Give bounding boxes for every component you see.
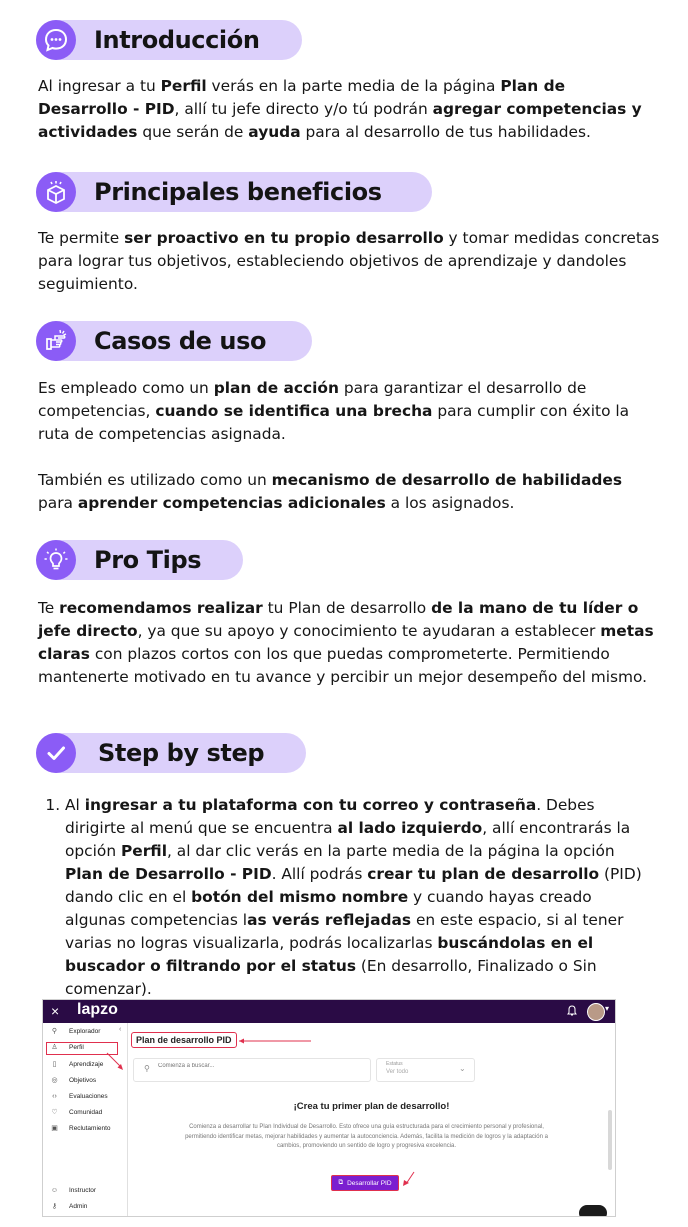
- close-icon[interactable]: ×: [51, 1003, 60, 1019]
- sidebar-item-label: Aprendizaje: [69, 1060, 104, 1068]
- section-title: Pro Tips: [94, 546, 202, 574]
- section-header-steps: [36, 733, 306, 773]
- lightbulb-icon: [36, 540, 76, 580]
- sidebar-item-label: Reclutamiento: [69, 1124, 111, 1132]
- sidebar-item-reclutamiento[interactable]: [43, 1120, 127, 1136]
- heart-icon: ♡: [51, 1109, 58, 1116]
- sidebar-item-label: Objetivos: [69, 1076, 97, 1084]
- briefcase-icon: ▣: [51, 1125, 58, 1132]
- search-icon: ⚲: [51, 1028, 58, 1035]
- sidebar-item-label: Instructor: [69, 1186, 97, 1194]
- instructor-icon: ☺: [50, 1186, 59, 1194]
- sidebar-item-label: Explorador: [69, 1027, 101, 1035]
- sidebar-item-explorador[interactable]: [43, 1023, 127, 1039]
- sidebar-item-label: Admin: [69, 1202, 88, 1210]
- search-input[interactable]: [156, 1062, 360, 1070]
- steps-list: [38, 794, 655, 1001]
- sidebar-item-evaluaciones[interactable]: [43, 1088, 127, 1104]
- sidebar-item-comunidad[interactable]: [43, 1104, 127, 1120]
- section-header-intro: [36, 20, 302, 60]
- sidebar-item-aprendizaje[interactable]: [43, 1056, 127, 1072]
- section-header-benefits: [36, 172, 432, 212]
- sidebar-item-objetivos[interactable]: [43, 1072, 127, 1088]
- section-title: Principales beneficios: [94, 178, 382, 206]
- chevron-down-icon: ⌄: [459, 1064, 466, 1073]
- pointing-hand-icon: [36, 321, 76, 361]
- app-logo: lapzo: [77, 1001, 118, 1018]
- user-icon: ♙: [51, 1044, 58, 1051]
- page-title: Plan de desarrollo PID: [131, 1032, 237, 1048]
- empty-state-description: Comienza a desarrollar tu Plan Individual de Desarrollo. Esto ofrece una guía estructurada para el crecimiento personal y profesional, permitiendo identificar metas, mejorar habilidades y aumentar la autoconciencia. Además, facilita la medición de logros y la adaptación a cambios, promoviendo un sentido de logro y progresiva excelencia.: [185, 1124, 548, 1149]
- gift-box-icon: [36, 172, 76, 212]
- chat-bubble-icon: [36, 20, 76, 60]
- app-topbar: [43, 1000, 615, 1023]
- status-label: Estatus: [386, 1061, 403, 1067]
- section-title: Casos de uso: [94, 327, 267, 355]
- use-cases-text-2: También es utilizado como un mecanismo de desarrollo de habilidades para aprender competencias adicionales a los asignados.: [38, 471, 623, 512]
- status-value: Ver todo: [386, 1069, 409, 1075]
- app-sidebar: [43, 1023, 128, 1216]
- sidebar-item-label: Perfil: [69, 1043, 84, 1051]
- search-icon: ⚲: [144, 1064, 150, 1073]
- scrollbar[interactable]: [608, 1110, 612, 1170]
- avatar[interactable]: [587, 1003, 605, 1021]
- section-header-pro-tips: [36, 540, 243, 580]
- external-link-icon: ⧉: [338, 1179, 344, 1186]
- section-header-use-cases: [36, 321, 312, 361]
- highlight-box: [46, 1042, 118, 1055]
- status-select[interactable]: [376, 1058, 475, 1082]
- button-label: Desarrollar PID: [347, 1179, 392, 1187]
- step-item: 1. Al ingresar a tu plataforma con tu correo y contraseña. Debes dirigirte al menú que se encuentra al lado izquierdo, allí encontrarás la opción Perfil, al dar clic verás en la parte media de la página la opción Plan de Desarrollo - PID. Allí podrás crear tu plan de desarrollo (PID) dando clic en el botón del mismo nombre y cuando hayas creado algunas competencias las verás reflejadas en este espacio, si al tener varias no logras visualizarla, podrás localizarlas buscándolas en el buscador o filtrando por el status (En desarrollo, Finalizado o Sin comenzar).: [65, 794, 655, 1001]
- bell-icon[interactable]: [567, 1005, 577, 1017]
- search-field[interactable]: [133, 1058, 371, 1082]
- app-screenshot: [42, 999, 616, 1217]
- chat-bubble[interactable]: [579, 1205, 607, 1217]
- key-icon: ⚷: [51, 1203, 58, 1210]
- sidebar-item-instructor[interactable]: [43, 1182, 127, 1198]
- empty-state-title: ¡Crea tu primer plan de desarrollo!: [293, 1101, 450, 1112]
- pro-tips-text: Te recomendamos realizar tu Plan de desarrollo de la mano de tu líder o jefe directo, ya que su apoyo y conocimiento te ayudaran a establecer metas claras con plazos cortos con los que puedas comprometerte. Permitiendo mantenerte motivado en tu avance y percibir un mejor desempeño del mismo.: [38, 599, 654, 686]
- sidebar-item-admin[interactable]: [43, 1198, 127, 1214]
- collapse-icon[interactable]: ‹: [119, 1026, 122, 1033]
- code-icon: ‹›: [52, 1092, 57, 1100]
- intro-text: Al ingresar a tu Perfil verás en la parte media de la página Plan de Desarrollo - PID, allí tu jefe directo y/o tú podrán agregar competencias y actividades que serán de ayuda para al desarrollo de tus habilidades.: [38, 77, 642, 141]
- use-cases-text-1: Es empleado como un plan de acción para garantizar el desarrollo de competencias, cuando se identifica una brecha para cumplir con éxito la ruta de competencias asignada.: [38, 379, 630, 443]
- sidebar-item-label: Evaluaciones: [69, 1092, 108, 1100]
- sidebar-item-label: Comunidad: [69, 1108, 103, 1116]
- app-main: [128, 1023, 615, 1216]
- develop-pid-button[interactable]: [331, 1175, 399, 1191]
- section-title: Step by step: [98, 739, 265, 767]
- book-icon: ▯: [52, 1061, 57, 1068]
- chevron-down-icon[interactable]: ▾: [605, 1004, 610, 1013]
- checkmark-icon: [36, 733, 76, 773]
- section-title: Introducción: [94, 26, 260, 54]
- benefits-text: Te permite ser proactivo en tu propio desarrollo y tomar medidas concretas para lograr tus objetivos, estableciendo objetivos de aprendizaje y dandoles seguimiento.: [38, 229, 660, 293]
- target-icon: ◎: [51, 1077, 58, 1084]
